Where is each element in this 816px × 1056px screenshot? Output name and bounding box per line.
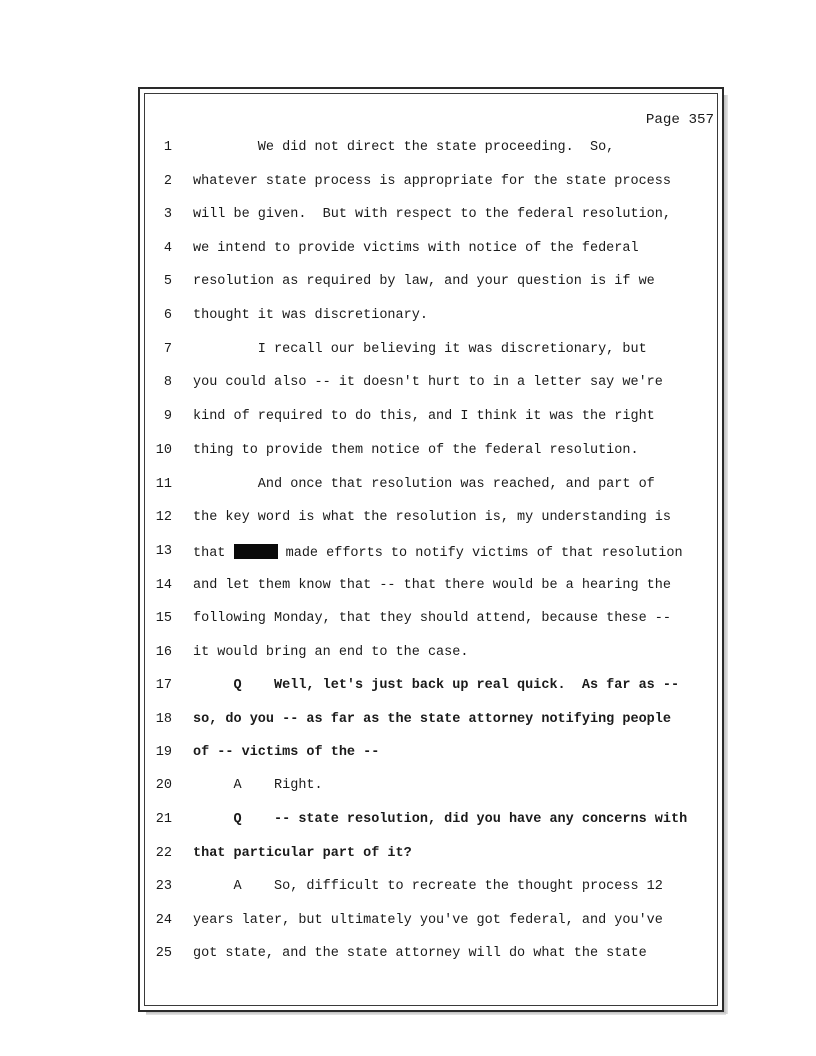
transcript-line-1 <box>148 140 718 162</box>
line-number: 16 <box>155 645 172 660</box>
transcript-line-19 <box>148 745 718 767</box>
transcript-line-16 <box>148 645 718 667</box>
transcript-line-14 <box>148 578 718 600</box>
line-text: thought it was discretionary. <box>193 308 428 323</box>
page-shadow-bottom <box>146 1012 726 1015</box>
transcript-line-21 <box>148 812 718 834</box>
transcript-line-11 <box>148 477 718 499</box>
line-text: so, do you -- as far as the state attorney notifying people <box>193 712 671 727</box>
line-number: 4 <box>163 241 172 256</box>
line-text: thing to provide them notice of the federal resolution. <box>193 443 639 458</box>
line-number: 9 <box>163 409 172 424</box>
line-number: 18 <box>155 712 172 727</box>
transcript-line-10 <box>148 443 718 465</box>
line-number: 13 <box>155 544 172 559</box>
page-shadow-right <box>724 95 728 1014</box>
line-text: Q -- state resolution, did you have any concerns with <box>193 812 688 827</box>
line-text <box>193 544 683 561</box>
transcript-line-17 <box>148 678 718 700</box>
line-text: A Right. <box>193 778 323 793</box>
line-text: A So, difficult to recreate the thought process 12 <box>193 879 663 894</box>
line-number: 15 <box>155 611 172 626</box>
transcript-line-4 <box>148 241 718 263</box>
line-number: 7 <box>163 342 172 357</box>
line-number: 21 <box>155 812 172 827</box>
line-text: whatever state process is appropriate for the state process <box>193 174 671 189</box>
transcript-line-8 <box>148 375 718 397</box>
line-number: 23 <box>155 879 172 894</box>
line-number: 2 <box>163 174 172 189</box>
line-text: Q Well, let's just back up real quick. As far as -- <box>193 678 680 693</box>
line-number: 3 <box>163 207 172 222</box>
line-text: got state, and the state attorney will do what the state <box>193 946 647 961</box>
line-number: 19 <box>155 745 172 760</box>
transcript-line-6 <box>148 308 718 330</box>
line-text: And once that resolution was reached, and part of <box>193 477 655 492</box>
transcript-line-9 <box>148 409 718 431</box>
line-text: I recall our believing it was discretionary, but <box>193 342 647 357</box>
line-number: 20 <box>155 778 172 793</box>
line-number: 24 <box>155 913 172 928</box>
transcript-line-3 <box>148 207 718 229</box>
line-text: that particular part of it? <box>193 846 412 861</box>
transcript-line-25 <box>148 946 718 968</box>
transcript-line-23 <box>148 879 718 901</box>
line-number: 11 <box>155 477 172 492</box>
line-text-after-redaction: made efforts to notify victims of that resolution <box>277 546 683 561</box>
transcript-line-18 <box>148 712 718 734</box>
line-number: 1 <box>163 140 172 155</box>
transcript-line-22 <box>148 846 718 868</box>
line-text: We did not direct the state proceeding. So, <box>193 140 615 155</box>
transcript-line-13 <box>148 544 718 566</box>
line-number: 5 <box>163 274 172 289</box>
line-number: 10 <box>155 443 172 458</box>
line-number: 22 <box>155 846 172 861</box>
redaction-block <box>234 544 278 559</box>
line-text: it would bring an end to the case. <box>193 645 469 660</box>
line-text: the key word is what the resolution is, my understanding is <box>193 510 671 525</box>
transcript-line-15 <box>148 611 718 633</box>
transcript-line-12 <box>148 510 718 532</box>
line-text: following Monday, that they should attend, because these -- <box>193 611 671 626</box>
transcript-line-20 <box>148 778 718 800</box>
line-text: of -- victims of the -- <box>193 745 380 760</box>
line-number: 17 <box>155 678 172 693</box>
transcript-line-24 <box>148 913 718 935</box>
line-number: 6 <box>163 308 172 323</box>
line-number: 12 <box>155 510 172 525</box>
transcript-line-5 <box>148 274 718 296</box>
line-text-before-redaction: that <box>193 546 234 561</box>
line-number: 25 <box>155 946 172 961</box>
line-text: will be given. But with respect to the federal resolution, <box>193 207 671 222</box>
line-text: resolution as required by law, and your question is if we <box>193 274 655 289</box>
line-text: years later, but ultimately you've got federal, and you've <box>193 913 663 928</box>
line-text: and let them know that -- that there would be a hearing the <box>193 578 671 593</box>
line-text: we intend to provide victims with notice of the federal <box>193 241 639 256</box>
line-number: 8 <box>163 375 172 390</box>
transcript-line-7 <box>148 342 718 364</box>
line-text: kind of required to do this, and I think it was the right <box>193 409 655 424</box>
line-text: you could also -- it doesn't hurt to in a letter say we're <box>193 375 663 390</box>
page-number: Page 357 <box>645 112 714 128</box>
transcript-line-2 <box>148 174 718 196</box>
line-number: 14 <box>155 578 172 593</box>
